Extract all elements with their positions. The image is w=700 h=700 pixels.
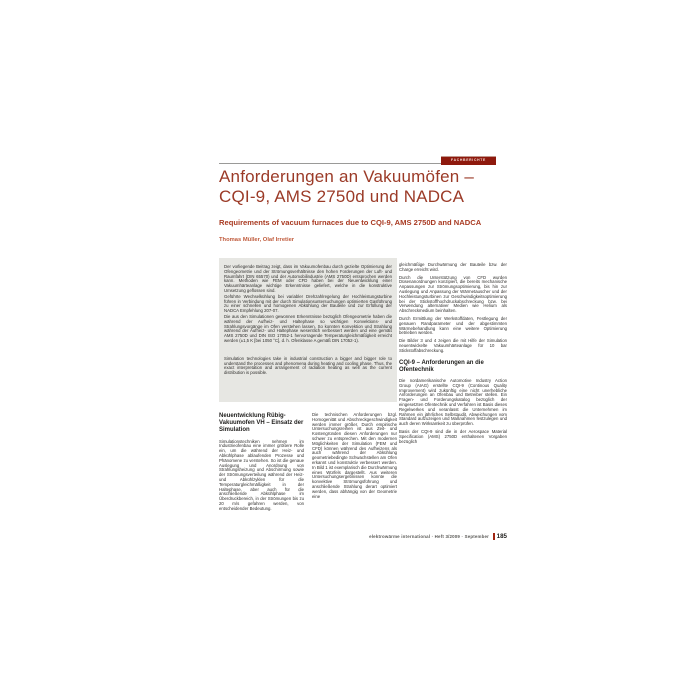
section-heading-simulation: Neuentwicklung Rübig-Vakuumofen VH – Einsatz der Simulation [219,413,304,434]
body-paragraph: Basis der CQI-9 sind die in der Aerospace Material Specification (AMS) 2750D enthaltenen Vorgaben bezüglich [399,428,507,444]
abstract-box [219,258,397,402]
body-column-3 [399,263,507,447]
body-paragraph: Die nordamerikanische Automotive Industry Action Group (AIAG) erstellte CQI-9 (Continous Quality Improvement) wird zukünftig eine nicht unerhebliche Anforderungen an Ofenbau und Betreiber stellen. Ein Fragen- und Forderungskatalog bezüglich der eingesetzten Ofentechnik und Verfahren ist Basis dieses Regelwerkes und veranlasst die Unternehmen im Rahmen ein jährliches Selbstaudit, Abweichungen vom Standard aufzuzeigen und Maßnahmen festzulegen und auch deren Wirksamkeit zu überprüfen. [399,377,507,427]
body-paragraph: Die technischen Anforderungen bzgl. Homogenität und Abschreckgeschwindigkeit werden immer größer. Durch empirische Untersuchungsreihen ist aus Zeit- und Kostengründen diesen Anforderungen nur schwer zu entsprechen. Mit den modernen Möglichkeiten der Simulation (FEM und CFD) können während des Aufheizens als auch während der Abkühlung geometriebedingte Schwachstellen am Ofen erkannt und konstruktiv verbessert werden. In Bild 1 ist exemplarisch die Durchwärmung eines Würfels dargestellt. Aus weiteren Untersuchungsergebnissen konnte die konvektive Strömungsführung und anschließende Strahlung derart optimiert werden, dass abhängig von der Geometrie eine [312,412,397,499]
article-authors: Thomas Müller, Olaf Irretier [219,237,295,243]
abstract-german-paragraph: Geführte Wechselkühlung bei variabler Drehzahlregelung der Hochleistungsturbine führen in Verbindung mit der durch Simulationsuntersuchungen optimierten Gasführung zu einer schnellen und homogenen Abkühlung der Bauteile und zur Erfüllung der NADCA Empfehlung 207-07. [224,293,392,314]
abstract-german-paragraph: Die aus den Simulationen gewonnen Erkenntnisse bezüglich Ofengeometrie haben die während der Aufheiz- und Haltephase so wichtigen Konvektions- und Strahlungsvorgänge im Ofen verstehen lassen. So konnten Konvektion und Strahlung während der Aufheiz- und Haltephase wesentlich verbessert werden und eine gemäß AMS 2750D und DIN ISO 17052-1 hervorragende Temperaturgleichmäßigkeit erreicht werden (±1,5 K [bei 1050 °C], d. h. Ofenklasse A gemäß DIN 17052-1). [224,313,392,343]
header-rule [219,163,449,164]
footer-page-number: 185 [496,533,507,540]
body-column-2 [312,413,397,502]
footer-journal-issue: elektrowärme international · Heft 3/2009 · September [369,534,490,539]
section-badge [441,156,496,165]
page-footer [219,533,507,540]
body-paragraph: Die Bilder 3 und 4 zeigen die mit Hilfe der Simulation neuentwickelte Vakuumhärteanlage für 10 bar Stickstoffabschreckung. [399,338,507,353]
body-column-1 [219,413,304,515]
abstract-german-paragraph: Der vorliegende Beitrag zeigt, dass im Vakuumofenbau durch gezielte Optimierung der Ofengeometrie und der Strömungsverhältnisse den hohen Forderungen der Luft- und Raumfahrt (DIN 65570) und der Automobilindustrie (AMS 2750D) entsprochen werden kann. Methoden wie FEM oder CFD haben bei der Neuentwicklung einer Vakuumhärteanlage wichtige Erkenntnisse geliefert, welche in die konstruktive Umsetzung geflossen sind. [224,264,392,293]
body-paragraph: Durch die Unterstützung von CFD wurden Düsenanordnungen konzipiert, die bereits mechanische Anpassungen zur Strömungsoptimierung, bis hin zur Auslegung und Anpassung der Wärmetauscher und der Hochleistungsturbinen zur Geschwindigkeitsoptimierung bei der Stickstoffhochdruckabschreckung bzw. bei Verwendung alternativer Medien wie Helium als Abschreckmedium beinhalten. [399,274,507,314]
body-paragraph: Simulationstechniken nehmen im Industrieofenbau eine immer größere Rolle ein, um die während der Heiz- und Abkühlphase ablaufenden Prozesse und Phänomene zu verstehen. So ist die genaue Auslegung und Anordnung von Strahlungsheizung und Abschirmung sowie der Strömungsverteilung während der Heiz- und Abkühlzyklen für die Temperaturgleichmäßigkeit in der Haltephase, aber auch für die anschließende Abkühlphase im Überdruckbereich, in der Strömungen bis zu 20 m/s gefahren werden, von entscheidender Bedeutung. [219,438,304,511]
article-title-line2: CQI-9, AMS 2750d und NADCA [219,187,465,206]
body-paragraph: gleichmäßige Durchwärmung der Bauteile bzw. der Charge erreicht wird. [399,262,507,272]
footer-red-bar [493,533,495,540]
article-title [219,167,509,207]
article-subtitle: Requirements of vacuum furnaces due to CQI-9, AMS 2750D and NADCA [219,218,482,227]
body-paragraph: Durch Ermittlung der Werkstoffdaten, Festlegung der genauen Randparameter und der abgestimmten Wärmebehandlung kann eine weitere Optimierung betrieben werden. [399,315,507,336]
section-badge-label: FACHBERICHTE [451,158,486,163]
article-title-line1: Anforderungen an Vakuumöfen – [219,167,474,186]
section-heading-cqi9: CQI-9 – Anforderungen an die Ofentechnik [399,359,484,373]
abstract-english-paragraph: Simulation technologies take in industrial construction a bigger and bigger role to understand the processes and phenomena during heating and cooling phase. Thus, the exact interpretation and arrangement of radiation heating as well as the current distribution is possible. [224,355,392,376]
